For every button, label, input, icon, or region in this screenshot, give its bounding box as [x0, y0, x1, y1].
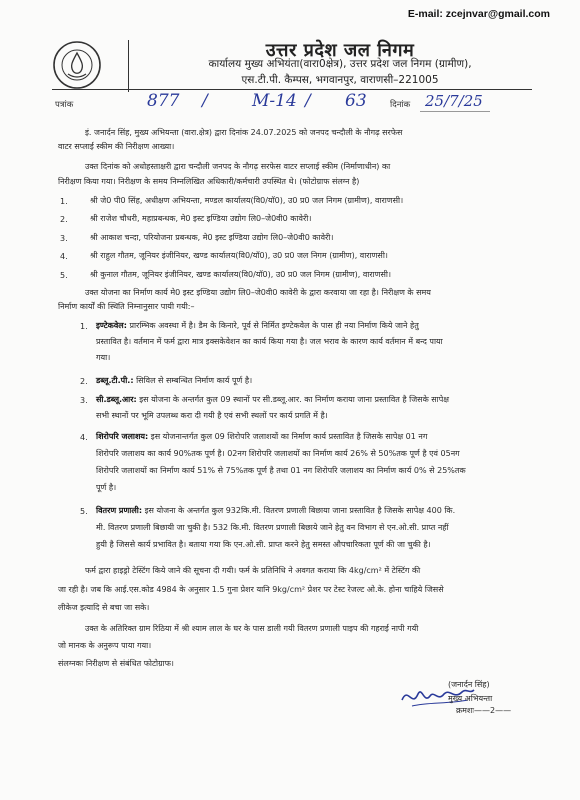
org-title: उत्तर प्रदेश जल निगम — [265, 40, 415, 61]
item-number: 5. — [80, 507, 88, 516]
officer-number: 2. — [60, 215, 68, 224]
officer-item: श्री राजेश चौधरी, महाप्रबन्धक, मे0 इस्ट इण्डिया उद्योग लि0–जे0वी0 कावेरी। — [90, 214, 312, 223]
item-heading: सी.डब्लू.आर: — [96, 395, 137, 404]
para-line-6: जो मानक के अनुरूप पाया गया। — [58, 641, 152, 650]
item-line: पूर्ण है। — [96, 483, 117, 492]
officer-item: श्री आकाश चन्दा, परियोजना प्रबन्धक, मे0 इस्ट इण्डिया उद्योग लि0–जे0वी0 कावेरी। — [90, 233, 334, 242]
item-line: इस योजना के अन्तर्गत कुल 09 स्थानों पर सी.डब्लू.आर. का निर्माण कराया जाना प्रस्तावित है जिसके सापेक्ष — [139, 395, 450, 404]
item-line: लीकेज इत्यादि से बचा जा सके। — [58, 603, 150, 612]
item-heading: डब्लू.टी.पी.: — [96, 376, 134, 385]
officer-number: 4. — [60, 252, 68, 261]
item-line: प्रस्तावित है। वर्तमान में फर्म द्वारा मात्र इक्सकेवेशन का कार्य किया गया है। जल भराव के कारण कार्य वर्तमान में बन्द पाया — [96, 337, 443, 346]
subject-line-2: वाटर सप्लाई स्कीम की निरीक्षण आख्या। — [58, 142, 175, 151]
para-line-2: निरीक्षण किया गया। निरीक्षण के समय निम्नलिखित अधिकारी/कर्मचारी उपस्थित थे। (फोटोग्राफ संलग्न है) — [58, 177, 360, 186]
header-divider — [128, 40, 129, 92]
jal-nigam-logo — [52, 40, 102, 90]
ref-number-3: 63 — [345, 91, 367, 111]
para-line-4: निर्माण कार्यों की स्थिति निम्नानुसार पायी गयी:– — [58, 302, 195, 311]
email-address: E-mail: zcejnvar@gmail.com — [407, 8, 550, 20]
officer-item: श्री राहुल गौतम, जूनियर इंजीनियर, खण्ड कार्यालय(वि0/यॉ0), उ0 प्र0 जल निगम (ग्रामीण), वाराणसी। — [90, 251, 388, 260]
signatory-name: (जनार्दन सिंह) — [448, 680, 490, 689]
ref-number-2: M-14 — [252, 91, 297, 111]
subject-line-1: इं. जनार्दन सिंह, मुख्य अभियन्ता (वारा.क्षेत्र) द्वारा दिनांक 24.07.2025 को जनपद चन्दौली के नौगढ़ सरफेस — [85, 128, 403, 137]
item-number: 4. — [80, 433, 88, 442]
item-line: हुयी है जिससे कार्य प्रभावित है। बताया गया कि एन.ओ.सी. प्राप्त करने हेतु समस्त औपचारिकता पूर्ण की जा चुकी है। — [96, 540, 431, 549]
officer-item: श्री जे0 पी0 सिंह, अधीक्षण अभियन्ता, मण्डल कार्यालय(वि0/यॉ0), उ0 प्र0 जल निगम (ग्रामीण), वाराणसी। — [90, 196, 404, 205]
item-line: गया। — [96, 353, 111, 362]
officer-number: 5. — [60, 271, 68, 280]
date-label: दिनांक — [390, 100, 411, 110]
para-line-3: उक्त योजना का निर्माण कार्य मे0 इस्ट इण्डिया उद्योग लि0–जे0वी0 कावेरी के द्वारा करवाया जा रहा है। निरीक्षण के समय — [85, 288, 431, 297]
date-value: 25/7/25 — [425, 92, 483, 110]
item-number: 1. — [80, 322, 88, 331]
item-line: सभी स्थानों पर भूमि उपलब्ध करा दी गयी है एवं सभी स्थलों पर कार्य प्रगति में है। — [96, 411, 328, 420]
item-line: प्रारम्भिक अवस्था में है। डैम के किनारे, पूर्व से निर्मित इण्टेकवेल के पास ही नया निर्माण किये जाने हेतु — [129, 321, 419, 330]
item-line: इस योजना के अन्तर्गत कुल 932कि.मी. वितरण प्रणाली बिछाया जाना प्रस्तावित है जिसके सापेक्ष 400 कि. — [144, 506, 456, 515]
item-line: फर्म द्वारा हाइड्रो टेस्टिंग किये जाने की सूचना दी गयी। फर्म के प्रतिनिधि ने अवगत कराया कि 4kg/cm² में टेस्टिंग की — [85, 566, 421, 575]
date-underline — [420, 111, 490, 112]
officer-item: श्री कुनाल गौतम, जूनियर इंजीनियर, खण्ड कार्यालय(वि0/यॉ0), उ0 प्र0 जल निगम (ग्रामीण), वाराणसी। — [90, 270, 392, 279]
header-rule — [52, 89, 532, 90]
address-line: एस.टी.पी. कैम्पस, भगवानपुर, वाराणसी–221005 — [241, 74, 439, 86]
item-line: इस योजनान्तर्गत कुल 09 शिरोपरि जलाशयों का निर्माण कार्य प्रस्तावित है जिसके सापेक्ष 01 नग — [150, 432, 428, 441]
ref-slash-1: / — [202, 91, 208, 111]
signatory-designation: मुख्य अभियन्ता — [448, 694, 493, 703]
ref-slash-2: / — [305, 91, 311, 111]
officer-number: 3. — [60, 234, 68, 243]
item-line: सिविल से सम्बन्धित निर्माण कार्य पूर्ण है। — [136, 376, 253, 385]
item-line: शिरोपरि जलाशय का कार्य 90%तक पूर्ण है। 02नग शिरोपरि जलाशयों का निर्माण कार्य 26% से 50%तक पूर्ण है एवं 05नग — [96, 449, 460, 458]
para-line-1: उक्त दिनांक को अधोहस्ताक्षरी द्वारा चन्दौली जनपद के नौगढ़ सरफेस वाटर सप्लाई स्कीम (निर्माणाधीन) का — [85, 162, 391, 171]
item-line: शिरोपरि जलाशयों का निर्माण कार्य 51% से 75%तक पूर्ण है तथा 01 नग शिरोपरि जलाशय का निर्माण कार्य 0% से 25%तक — [96, 466, 466, 475]
officer-number: 1. — [60, 197, 68, 206]
item-number: 3. — [80, 396, 88, 405]
item-heading: वितरण प्रणाली: — [96, 506, 143, 515]
item-heading: इण्टेकवेल: — [96, 321, 127, 330]
page-continuation: क्रमशः——2—— — [456, 706, 512, 715]
attachment-note: संलग्नकः निरीक्षण से संबंधित फोटोग्राफ। — [58, 659, 174, 668]
item-number: 2. — [80, 377, 88, 386]
item-line: जा रही है। जब कि आई.एस.कोड 4984 के अनुसार 1.5 गुना प्रेशर यानि 9kg/cm² प्रेशर पर टेस्ट रेजल्ट ओ.के. होना चाहिये जिससे — [58, 585, 444, 594]
ref-number-1: 877 — [147, 91, 180, 111]
patrank-label: पत्रांक — [55, 100, 74, 110]
item-heading: शिरोपरि जलाशय: — [96, 432, 149, 441]
office-line: कार्यालय मुख्य अभियंता(वारा0क्षेत्र), उत्तर प्रदेश जल निगम (ग्रामीण), — [208, 58, 472, 70]
para-line-5: उक्त के अतिरिक्त ग्राम रिठिया में श्री श्याम लाल के घर के पास डाली गयी वितरण प्रणाली पाइप की गहराई नापी गयी — [85, 624, 419, 633]
item-line: मी. वितरण प्रणाली बिछायी जा चुकी है। 532 कि.मी. वितरण प्रणाली बिछाये जाने हेतु वन विभाग से एन.ओ.सी. प्राप्त नहीं — [96, 523, 449, 532]
